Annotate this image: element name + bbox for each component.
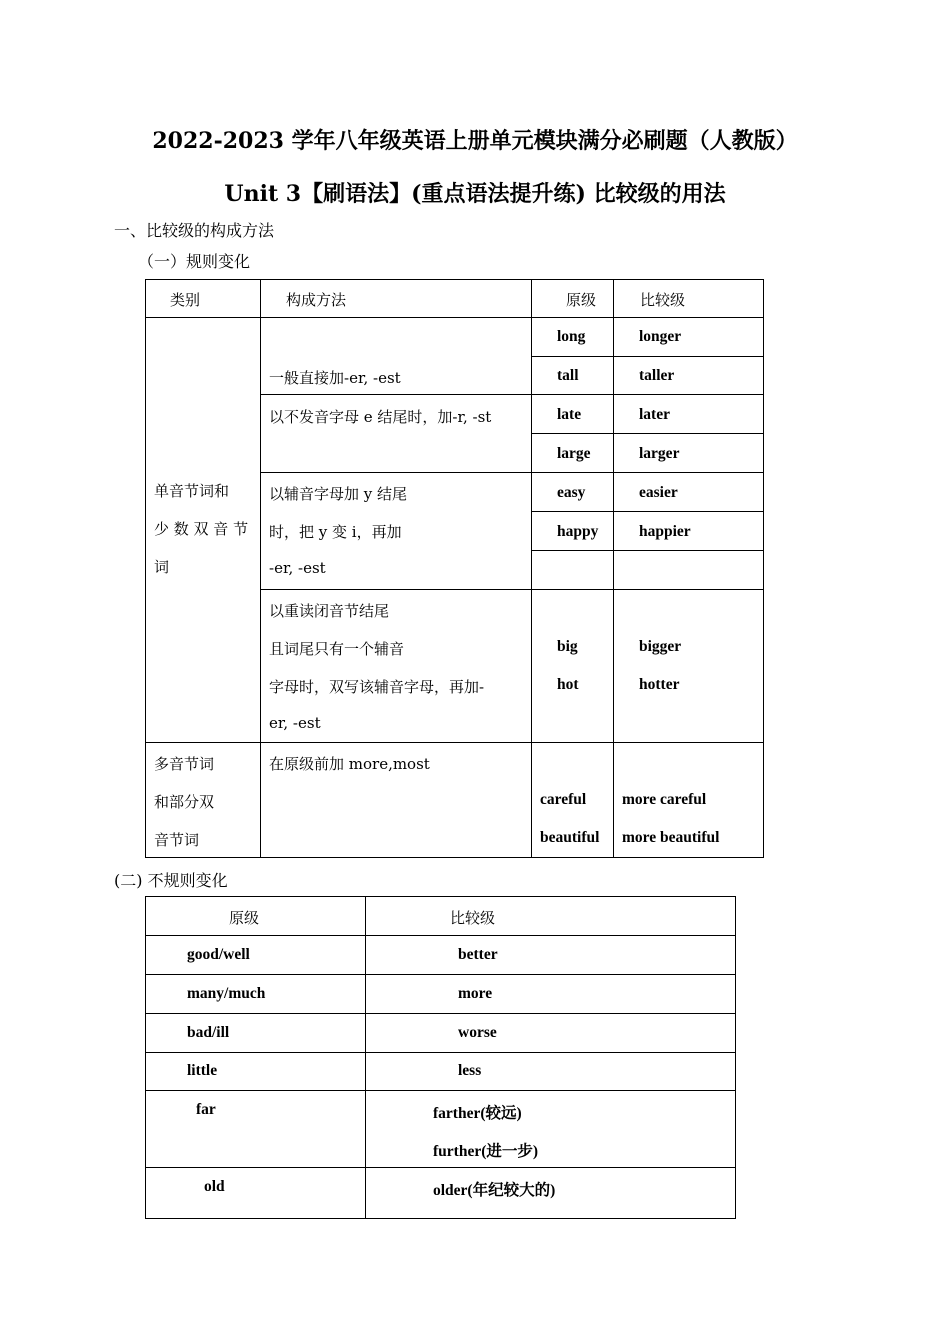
rule-consonant-y: -er, -est — [269, 559, 326, 577]
rule-double-consonant: 以重读闭音节结尾 — [269, 602, 390, 620]
word-base: tall — [557, 367, 579, 384]
subsection-irregular: (二) 不规则变化 — [114, 871, 228, 890]
section-heading: 一、比较级的构成方法 — [114, 221, 275, 240]
category-monosyllabic: 词 — [154, 558, 170, 576]
header-base: 原级 — [566, 291, 597, 309]
irregular-comparative: further(进一步) — [433, 1143, 539, 1160]
header-category: 类别 — [170, 291, 201, 309]
irregular-base: little — [187, 1062, 218, 1079]
header-comparative: 比较级 — [450, 909, 496, 927]
word-base: beautiful — [540, 829, 600, 846]
irregular-comparative: farther(较远) — [433, 1105, 522, 1122]
word-comparative: more careful — [622, 791, 707, 808]
word-comparative: later — [639, 406, 670, 423]
word-comparative: larger — [639, 445, 680, 462]
irregular-base: bad/ill — [187, 1024, 230, 1041]
irregular-comparative: older(年纪较大的) — [433, 1182, 556, 1199]
rule-consonant-y: 时，把 y 变 i，再加 — [269, 523, 402, 541]
irregular-base: many/much — [187, 985, 266, 1002]
irregular-base: far — [196, 1101, 216, 1118]
document-subtitle: Unit 3【刷语法】(重点语法提升练) 比较级的用法 — [224, 181, 726, 207]
rule-silent-e: 以不发音字母 e 结尾时，加-r, -st — [269, 408, 492, 426]
category-polysyllabic: 音节词 — [154, 831, 200, 849]
irregular-comparative: better — [458, 946, 498, 963]
word-base: big — [557, 638, 578, 655]
subsection-regular: （一）规则变化 — [138, 252, 251, 271]
header-comparative: 比较级 — [640, 291, 686, 309]
category-monosyllabic: 少 数 双 音 节 — [154, 520, 249, 538]
rule-double-consonant: 且词尾只有一个辅音 — [269, 640, 405, 658]
category-polysyllabic: 多音节词 — [154, 755, 215, 773]
word-comparative: taller — [639, 367, 675, 384]
header-method: 构成方法 — [286, 291, 347, 309]
word-base: happy — [557, 523, 599, 540]
word-comparative: bigger — [639, 638, 682, 655]
category-polysyllabic: 和部分双 — [154, 793, 215, 811]
word-base: long — [557, 328, 586, 345]
rule-double-consonant: 字母时，双写该辅音字母，再加- — [269, 678, 485, 696]
word-comparative: happier — [639, 523, 691, 540]
word-comparative: more beautiful — [622, 829, 720, 846]
word-base: easy — [557, 484, 586, 501]
rule-double-consonant: er, -est — [269, 714, 321, 732]
word-comparative: easier — [639, 484, 678, 501]
rule-consonant-y: 以辅音字母加 y 结尾 — [269, 485, 408, 503]
word-comparative: longer — [639, 328, 682, 345]
rule-more-most: 在原级前加 more,most — [269, 755, 430, 773]
irregular-comparative: more — [458, 985, 493, 1002]
irregular-comparative: worse — [458, 1024, 497, 1041]
document-title: 2022-2023 学年八年级英语上册单元模块满分必刷题（人教版） — [152, 128, 798, 154]
word-base: careful — [540, 791, 587, 808]
word-base: hot — [557, 676, 579, 693]
irregular-comparative: less — [458, 1062, 482, 1079]
header-base: 原级 — [229, 909, 260, 927]
word-comparative: hotter — [639, 676, 680, 693]
word-base: late — [557, 406, 582, 423]
word-base: large — [557, 445, 591, 462]
irregular-base: good/well — [187, 946, 250, 963]
category-monosyllabic: 单音节词和 — [154, 482, 230, 500]
irregular-base: old — [204, 1178, 225, 1195]
rule-direct: 一般直接加-er, -est — [269, 369, 401, 387]
